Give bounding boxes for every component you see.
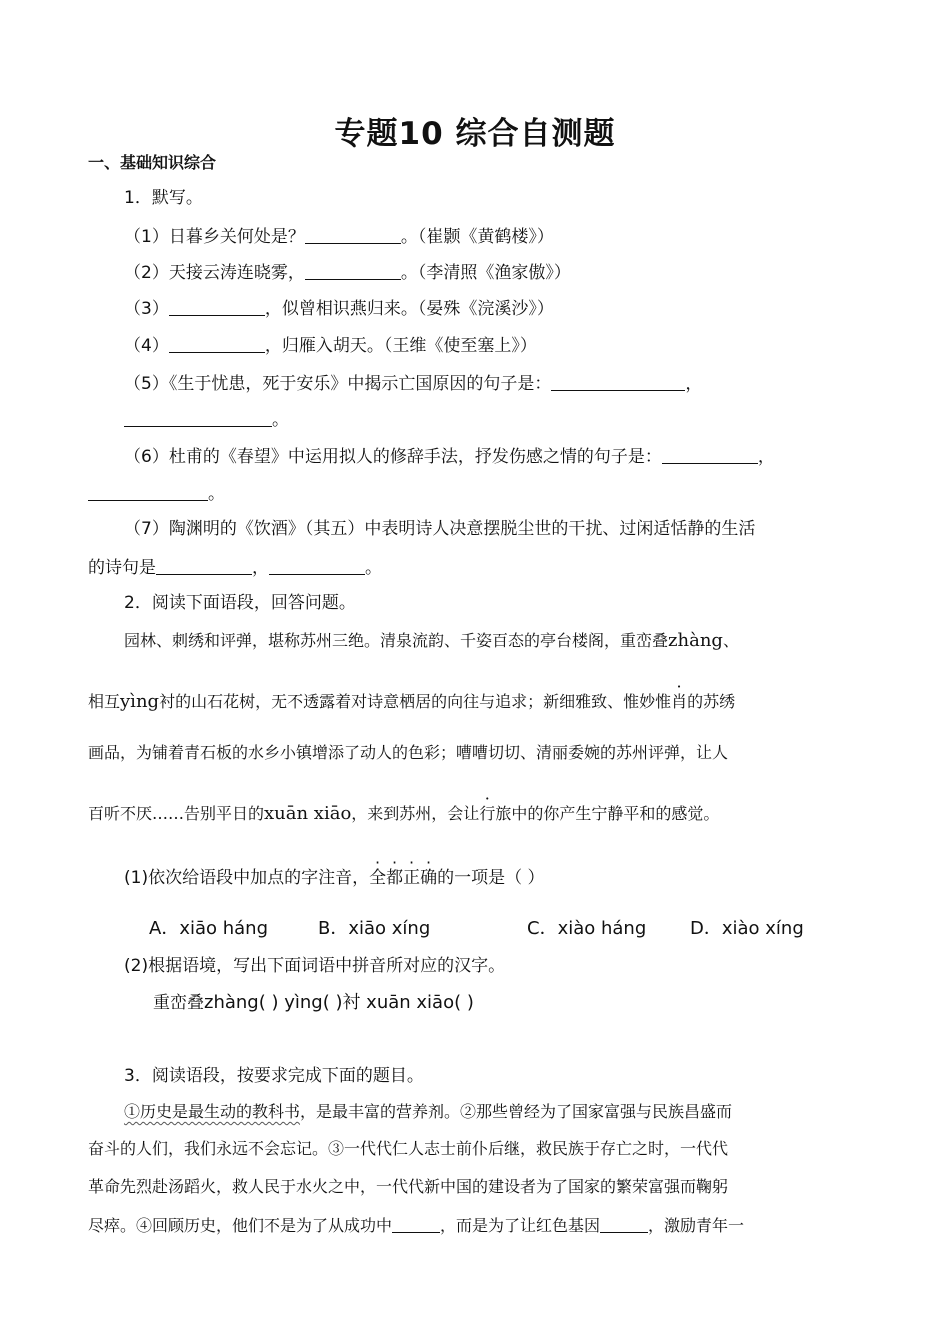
answer-blank[interactable] — [305, 227, 401, 244]
answer-blank[interactable] — [169, 336, 265, 353]
option-d[interactable]: D．xiào xíng — [690, 918, 804, 939]
q1-item-4: （4） ，归雁入胡天。（王维《使至塞上》） — [124, 336, 537, 356]
q1-item-5: （5）《生于忧患，死于安乐》中揭示亡国原因的句子是： ， — [124, 374, 703, 394]
section-heading: 一、基础知识综合 — [88, 153, 217, 172]
q2-subquestion-2: (2)根据语境，写出下面词语中拼音所对应的汉字。 — [124, 956, 506, 976]
q1-item-7-cont: 的诗句是 ， 。 — [88, 558, 382, 578]
option-b[interactable]: B．xiāo xíng — [318, 918, 431, 939]
answer-blank[interactable] — [269, 558, 365, 575]
option-a[interactable]: A．xiāo háng — [149, 918, 269, 939]
page-title: 专题10 综合自测题 — [334, 116, 616, 152]
q1-item-2: （2）天接云涛连晓雾， 。（李清照《渔家傲》） — [124, 263, 571, 283]
q1-item-5-cont: 。 — [124, 410, 289, 429]
answer-blank[interactable] — [169, 299, 265, 316]
answer-blank[interactable] — [88, 484, 208, 501]
answer-blank[interactable] — [600, 1216, 648, 1233]
passage-line: 革命先烈赴汤蹈火，救人民于水火之中，一代代新中国的建设者为了国家的繁荣富强而鞠躬 — [88, 1177, 729, 1196]
answer-blank[interactable] — [305, 263, 401, 280]
q1-item-6-cont: 。 — [88, 484, 225, 503]
passage-line: 相互yìng衬的山石花树，无不透露着对诗意栖居的向往与追求；新细雅致、惟妙惟肖的苏绣 — [88, 691, 736, 712]
answer-blank[interactable] — [156, 558, 252, 575]
q1-item-1: （1）日暮乡关何处是？ 。（崔颢《黄鹤楼》） — [124, 227, 554, 247]
passage-line: 画品，为铺着青石板的水乡小镇增添了动人的色彩；嘈嘈切切、清丽委婉的苏州评弹，让人 — [88, 743, 729, 762]
q2-fill-line: 重峦叠zhàng( ) yìng( )衬 xuān xiāo( ) — [153, 992, 474, 1013]
question-2-stem: 2．阅读下面语段，回答问题。 — [124, 593, 356, 613]
answer-blank[interactable] — [662, 447, 758, 464]
passage-line: 园林、刺绣和评弹，堪称苏州三绝。清泉流韵、千姿百态的亭台楼阁，重峦叠zhàng、 — [124, 630, 739, 651]
answer-blank[interactable] — [551, 374, 685, 391]
passage-line: 尽瘁。④回顾历史，他们不是为了从成功中 ，而是为了让红色基因 ，激励青年一 — [88, 1216, 745, 1235]
option-c[interactable]: C．xiào háng — [527, 918, 647, 939]
question-1-stem: 1．默写。 — [124, 188, 203, 208]
question-3-stem: 3．阅读语段，按要求完成下面的题目。 — [124, 1066, 424, 1086]
passage-line: 百听不厌……告别平日的xuān xiāo，来到苏州，会让行旅中的你产生宁静平和的感觉。 — [88, 803, 720, 824]
passage-line: 奋斗的人们，我们永远不会忘记。③一代代仁人志士前仆后继，救民族于存亡之时，一代代 — [88, 1139, 729, 1158]
answer-blank[interactable] — [124, 410, 272, 427]
q1-item-7: （7）陶渊明的《饮酒》（其五）中表明诗人决意摆脱尘世的干扰、过闲适恬静的生活 — [124, 519, 756, 539]
q1-item-3: （3） ，似曾相识燕归来。（晏殊《浣溪沙》） — [124, 299, 554, 319]
q1-item-6: （6）杜甫的《春望》中运用拟人的修辞手法，抒发伤感之情的句子是： ， — [124, 447, 775, 467]
q2-subquestion-1: (1)依次给语段中加点的字注音，全都正确的一项是（ ） — [124, 868, 545, 888]
answer-blank[interactable] — [392, 1216, 440, 1233]
passage-line: ①历史是最生动的教科书，是最丰富的营养剂。②那些曾经为了国家富强与民族昌盛而 — [124, 1102, 733, 1121]
